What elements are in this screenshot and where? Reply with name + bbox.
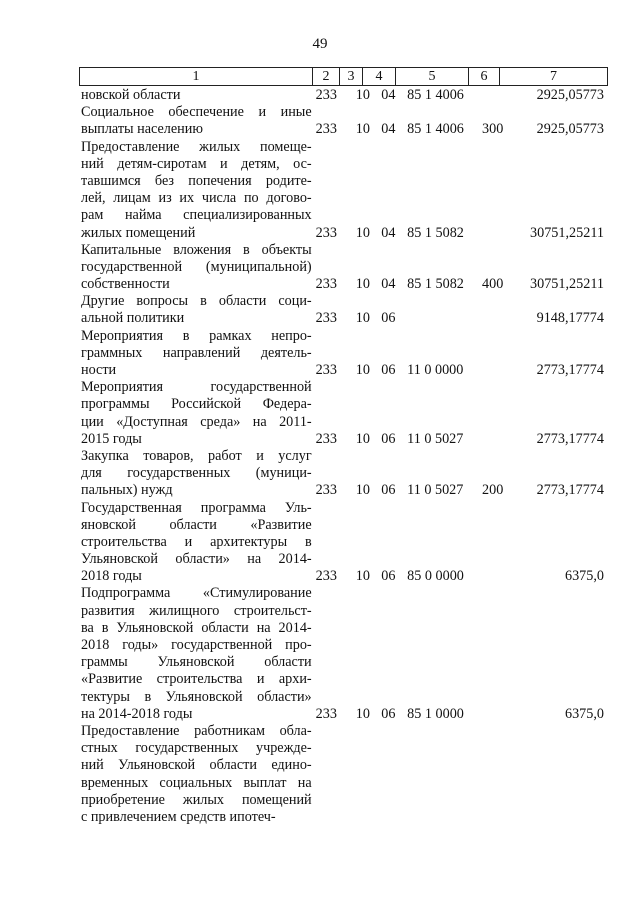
budget-table-body [79,87,604,826]
row-cell-c7: 6375,0 [564,568,604,585]
description-line: для государственных (муници- [81,465,312,482]
description-line: развития жилищного строительст- [81,602,312,619]
description-line: Мероприятия в рамках непро- [81,327,312,344]
description-line: Закупка товаров, работ и услуг [81,447,312,464]
description-line: 2015 годы [81,430,142,447]
description-line: граммных направлений деятель- [81,344,312,361]
description-line: стных государственных учрежде- [81,740,312,757]
row-cell-c3: 10 [355,87,370,103]
description-line: Мероприятия государственной [81,379,312,396]
row-cell-c4: 04 [381,224,396,241]
description-line: на 2014-2018 годы [81,705,193,722]
row-cell-c5 [407,310,477,327]
row-cell-c5: 11 0 5027 [407,482,464,499]
row-cell-c6: 200 [482,482,504,499]
row-description [79,328,312,380]
description-line: приобретение жилых помещений [81,791,312,808]
row-cell-c3: 10 [355,705,370,722]
description-line: Предоставление жилых помеще- [81,138,312,155]
row-cell-c7: 30751,25211 [530,224,604,241]
description-line: программы Российской Федера- [81,396,312,413]
row-cell-c3: 10 [355,430,370,447]
row-cell-c5: 11 0 5027 [407,430,464,447]
description-line: Социальное обеспечение и иные [81,104,312,121]
row-cell-c6: 300 [482,121,504,138]
row-cell-c5: 11 0 0000 [407,362,464,378]
description-line: альной политики [81,310,185,327]
description-line: 2018 годы» государственной про- [81,637,312,653]
description-line: собственности [81,276,170,293]
row-cell-c3 [348,809,377,826]
row-description [79,104,312,138]
description-line: выплаты населению [81,121,203,138]
row-cell-c4: 06 [381,430,396,447]
table-row [79,293,604,327]
description-line: жилых помещений [81,224,196,241]
description-line: государственной (муниципальной) [81,258,312,275]
description-line: ний Ульяновской области едино- [81,757,312,774]
row-cell-c5: 85 1 5082 [407,224,464,241]
row-cell-c3: 10 [355,482,370,499]
description-line: тавшимся без попечения родите- [81,172,312,189]
row-cell-c3: 10 [355,568,370,585]
row-cell-c7: 30751,25211 [530,276,604,293]
column-header-4: 4 [363,68,396,86]
table-row [79,500,604,586]
row-cell-c7 [509,809,604,826]
column-header-1: 1 [80,68,313,86]
row-cell-c7: 2773,17774 [536,482,604,499]
table-row [79,585,604,723]
row-cell-c2: 233 [315,705,337,722]
row-cell-c7: 2925,05773 [536,87,604,103]
description-line: Капитальные вложения в объекты [81,241,312,258]
row-cell-c2: 233 [315,121,337,138]
description-line: временных социальных выплат на [81,774,312,791]
row-cell-c2: 233 [315,224,337,241]
page-number: 49 [312,36,328,52]
description-line: 2018 годы [81,568,142,585]
description-line: новской области [81,87,181,103]
table-row [79,87,604,104]
row-cell-c4: 06 [381,310,396,327]
row-cell-c3: 10 [355,121,370,138]
description-line: «Развитие строительства и архи- [81,671,312,688]
row-cell-c3: 10 [355,362,370,378]
row-cell-c2 [312,809,349,826]
table-row [79,723,604,826]
description-line: ва в Ульяновской области на 2014- [81,619,312,636]
row-cell-c4: 06 [381,568,396,585]
description-line: ний детям-сиротам и детям, ос- [81,155,312,172]
description-line: ции «Доступная среда» на 2011- [81,413,312,430]
row-description [79,723,312,826]
row-cell-c4: 04 [381,121,396,138]
row-cell-c6 [477,225,509,242]
table-row [79,242,604,294]
table-row [79,104,604,138]
row-cell-c4 [377,809,407,826]
column-header-6: 6 [469,68,500,86]
row-cell-c4: 06 [381,482,396,499]
row-description [79,448,312,500]
row-cell-c7: 2773,17774 [536,430,604,447]
column-header-3: 3 [340,68,363,86]
row-cell-c5: 85 1 4006 [407,87,464,103]
row-cell-c2: 233 [315,568,337,585]
column-header-2: 2 [313,68,340,86]
table-row [79,139,604,242]
row-cell-c4: 04 [381,276,396,293]
row-description [79,242,312,294]
row-description [79,87,312,104]
row-cell-c7: 9148,17774 [536,310,604,327]
row-cell-c6: 400 [482,276,504,293]
column-header-row [80,68,608,86]
row-cell-c6 [477,431,509,448]
description-line: строительства и архитектуры в [81,533,312,550]
row-cell-c3: 10 [355,310,370,327]
row-cell-c7: 2925,05773 [536,121,604,138]
description-line: яновской области «Развитие [81,516,312,533]
description-line: Ульяновской области» на 2014- [81,551,312,568]
description-line: Предоставление работникам обла- [81,722,312,739]
row-cell-c5: 85 1 5082 [407,276,464,293]
description-line: рам найма специализированных [81,207,312,224]
row-cell-c6 [477,362,509,379]
description-line: лей, лицам из их числа по догово- [81,190,312,207]
row-description [79,293,312,327]
description-line: тектуры в Ульяновской области» [81,688,312,705]
row-cell-c5: 85 0 0000 [407,568,464,585]
row-cell-c6 [477,706,509,723]
table-row [79,379,604,448]
row-description [79,585,312,723]
row-cell-c6 [477,87,509,104]
row-cell-c6 [477,568,509,585]
row-cell-c3: 10 [355,276,370,293]
row-cell-c5: 85 1 0000 [407,705,464,722]
row-cell-c2: 233 [315,482,337,499]
row-description [79,379,312,448]
row-cell-c5 [407,809,477,826]
row-cell-c4: 04 [381,87,396,103]
description-line: с привлечением средств ипотеч- [81,808,276,825]
row-cell-c2: 233 [315,87,337,103]
row-cell-c2: 233 [315,362,337,378]
column-header-5: 5 [396,68,469,86]
description-line: Подпрограмма «Стимулирование [81,585,312,602]
row-cell-c4: 06 [381,362,396,378]
row-cell-c6 [477,310,509,327]
row-cell-c2: 233 [315,310,337,327]
row-cell-c2: 233 [315,276,337,293]
description-line: ности [81,362,117,378]
row-cell-c7: 2773,17774 [536,362,604,378]
row-cell-c6 [477,809,509,826]
row-cell-c7: 6375,0 [564,705,604,722]
description-line: Государственная программа Уль- [81,499,312,516]
description-line: Другие вопросы в области соци- [81,293,312,310]
row-cell-c3: 10 [355,224,370,241]
row-cell-c5: 85 1 4006 [407,121,464,138]
table-row [79,328,604,380]
description-line: граммы Ульяновской области [81,654,312,671]
row-description [79,139,312,242]
column-header-table [79,67,608,86]
row-cell-c4: 06 [381,705,396,722]
description-line: пальных) нужд [81,482,173,499]
column-header-7: 7 [500,68,608,86]
row-description [79,500,312,586]
table-row [79,448,604,500]
row-cell-c2: 233 [315,430,337,447]
